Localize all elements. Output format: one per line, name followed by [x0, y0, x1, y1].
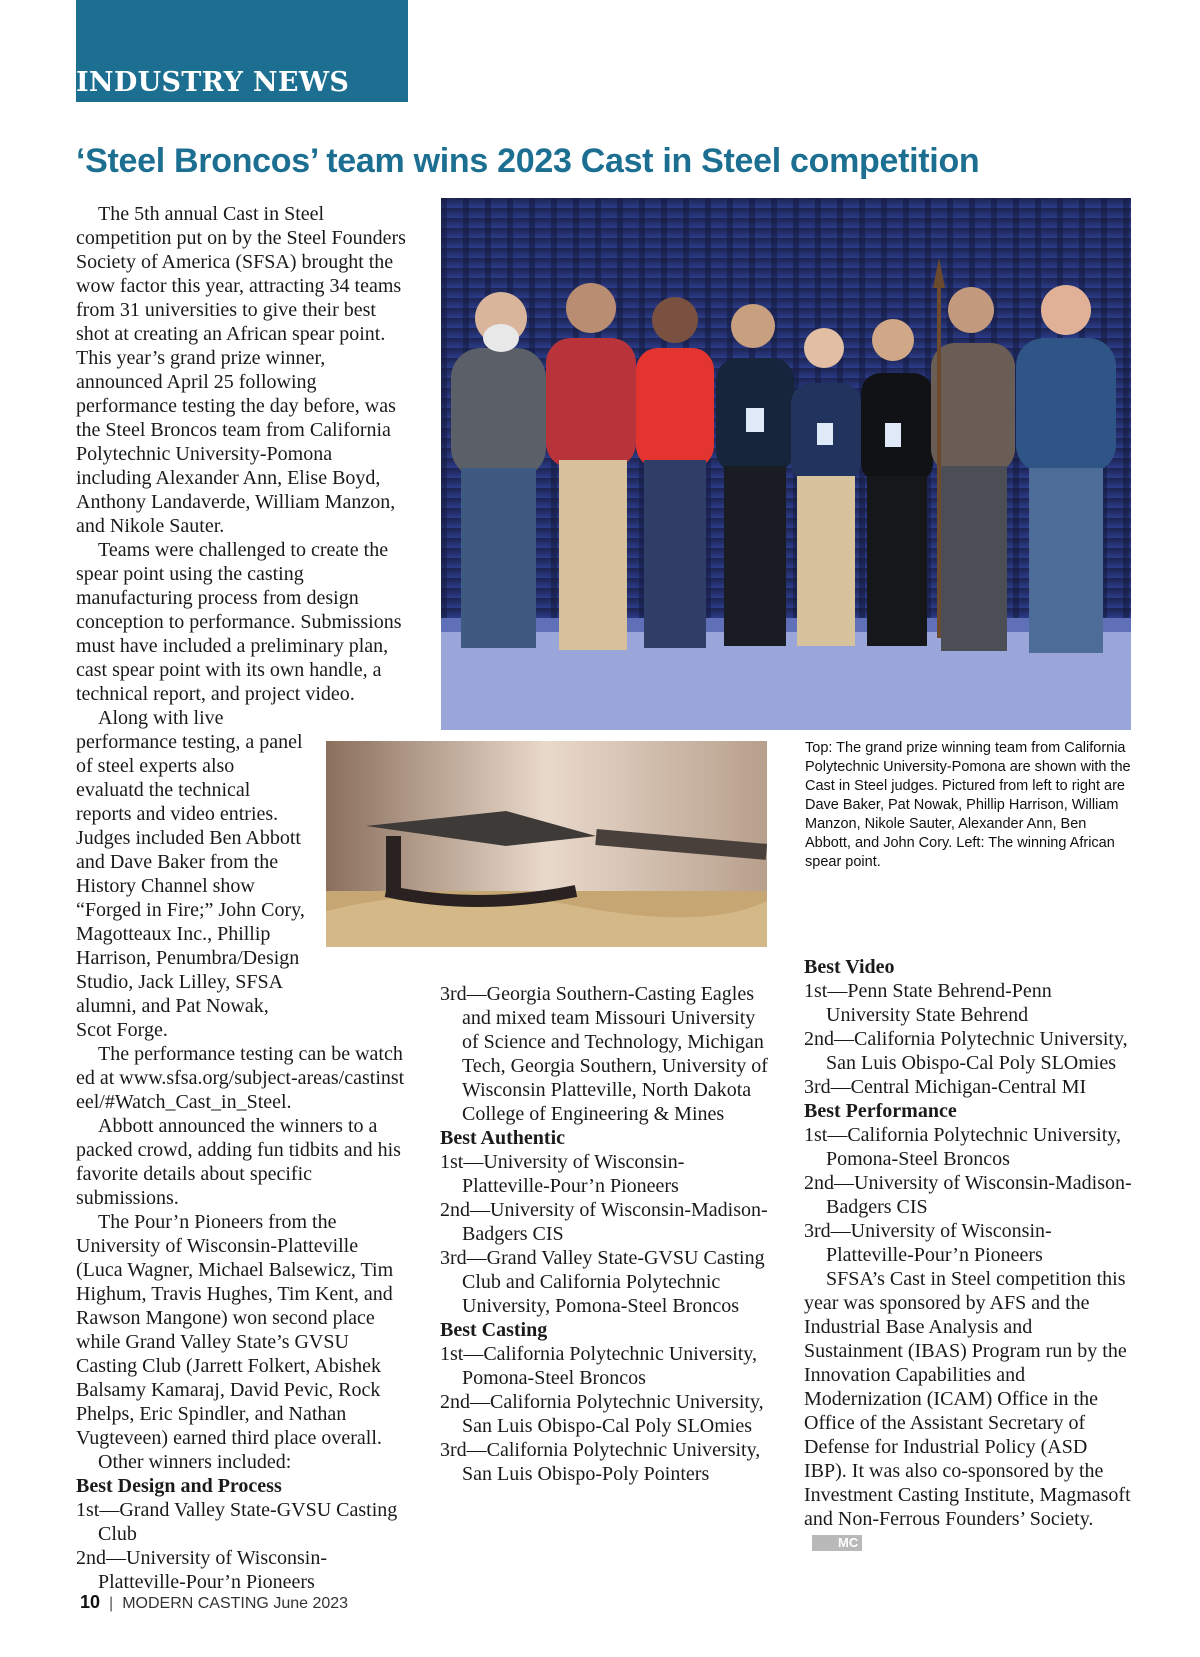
page-number: 10 — [80, 1592, 101, 1612]
column-2 — [440, 982, 770, 1486]
award-entry: 3rd—Central Michigan-Central MI — [804, 1076, 1087, 1098]
body-paragraph: The Pour’n Pioneers from the University of Wisconsin-Platteville (Luca Wagner, Michael Balsewicz, Tim Highum, Travis Hughes, Tim Kent, and Rawson Mangone) won second place while Grand Valley State’s GVSU Casting Club (Jarrett Folkert, Abishek Balsamy Kamaraj, David Pevic, Rock Phelps, Eric Spindler, and Nathan Vugteveen) earned third place overall. — [76, 1211, 394, 1449]
award-category-title: Best Authentic — [440, 1127, 565, 1149]
award-category-title: Best Performance — [804, 1100, 957, 1122]
award-entry: 2nd—University of Wisconsin-Madison-Badgers CIS — [804, 1172, 1132, 1218]
award-category-title: Best Design and Process — [76, 1475, 282, 1497]
body-paragraph: Abbott announced the winners to a packed crowd, adding fun tidbits and his favorite details about specific submissions. — [76, 1115, 401, 1209]
award-entry: 2nd—California Polytechnic University, San Luis Obispo-Cal Poly SLOmies — [440, 1391, 764, 1437]
column-3 — [804, 955, 1134, 1555]
award-entry: 1st—University of Wisconsin-Platteville-Pour’n Pioneers — [440, 1151, 685, 1197]
award-entry: 2nd—University of Wisconsin-Platteville-Pour’n Pioneers — [76, 1547, 328, 1593]
body-paragraph: Other winners included: — [98, 1451, 292, 1473]
column-1 — [76, 202, 408, 1594]
photo-caption: Top: The grand prize winning team from California Polytechnic University-Pomona are shown with the Cast in Steel judges. Pictured from left to right are Dave Baker, Pat Nowak, Phillip Harrison, William Manzon, Nikole Sauter, Alexander Ann, Ben Abbott, and John Cory. Left: The winning African spear point. — [805, 740, 1131, 870]
award-entry: 1st—Penn State Behrend-Penn University State Behrend — [804, 980, 1052, 1026]
team-photo — [441, 198, 1131, 730]
end-mark-logo: MC — [812, 1535, 862, 1551]
award-entry: 1st—California Polytechnic University, Pomona-Steel Broncos — [804, 1124, 1121, 1170]
award-entry: 1st—Grand Valley State-GVSU Casting Club — [76, 1499, 398, 1545]
footer-separator: | — [109, 1595, 114, 1612]
award-category-title: Best Casting — [440, 1319, 548, 1341]
award-category-title: Best Video — [804, 956, 895, 978]
section-label: INDUSTRY NEWS — [76, 67, 350, 98]
page-footer — [80, 1592, 348, 1613]
body-paragraph: Teams were challenged to create the spear point using the casting manufacturing process from design conception to performance. Submissions must have included a preliminary plan, cast spear point with its own handle, a technical report, and project video. — [76, 539, 402, 705]
award-entry: 3rd—California Polytechnic University, San Luis Obispo-Poly Pointers — [440, 1439, 761, 1485]
award-entry: 2nd—California Polytechnic University, San Luis Obispo-Cal Poly SLOmies — [804, 1028, 1128, 1074]
issue-date: June 2023 — [273, 1595, 349, 1612]
award-entry: 1st—California Polytechnic University, Pomona-Steel Broncos — [440, 1343, 757, 1389]
award-entry: 3rd—Grand Valley State-GVSU Casting Club and California Polytechnic University, Pomona-Steel Broncos — [440, 1247, 765, 1317]
body-paragraph: The performance testing can be watched at www.sfsa.org/subject-areas/castinsteel/#Watch_Cast_in_Steel. — [76, 1043, 405, 1113]
award-entry: 3rd—Georgia Southern-Casting Eagles and mixed team Missouri University of Science and Technology, Michigan Tech, Georgia Southern, University of Wisconsin Platteville, North Dakota College of Engineering & Mines — [440, 983, 768, 1125]
award-entry: 2nd—University of Wisconsin-Madison-Badgers CIS — [440, 1199, 768, 1245]
body-paragraph: The 5th annual Cast in Steel competition put on by the Steel Founders Society of America (SFSA) brought the wow factor this year, attracting 34 teams from 31 universities to give their best shot at creating an African spear point. This year’s grand prize winner, announced April 25 following performance testing the day before, was the Steel Broncos team from California Polytechnic University-Pomona including Alexander Ann, Elise Boyd, Anthony Landaverde, William Manzon, and Nikole Sauter. — [76, 203, 406, 537]
closing-paragraph — [804, 1267, 1134, 1555]
magazine-name: MODERN CASTING — [122, 1595, 269, 1612]
body-paragraph: Along with live performance testing, a panel of steel experts also evaluatd the technical reports and video entries. Judges included Ben Abbott and Dave Baker from the History Channel show “Forged in Fire;” John Cory, Magotteaux Inc., Phillip Harrison, Penumbra/Design Studio, Jack Lilley, SFSA alumni, and Pat Nowak, Scot Forge. — [76, 707, 305, 1041]
closing-text: SFSA’s Cast in Steel competition this year was sponsored by AFS and the Industrial Base Analysis and Sustainment (IBAS) Program run by the Innovation Capabilities and Modernization (ICAM) Office in the Office of the Assistant Secretary of Defense for Industrial Policy (ASD IBP). It was also co-sponsored by the Investment Casting Institute, Magmasoft and Non-Ferrous Founders’ Society. — [804, 1268, 1131, 1530]
article-headline: ‘Steel Broncos’ team wins 2023 Cast in Steel competition — [76, 142, 980, 180]
award-entry: 3rd—University of Wisconsin-Platteville-Pour’n Pioneers — [804, 1220, 1052, 1266]
